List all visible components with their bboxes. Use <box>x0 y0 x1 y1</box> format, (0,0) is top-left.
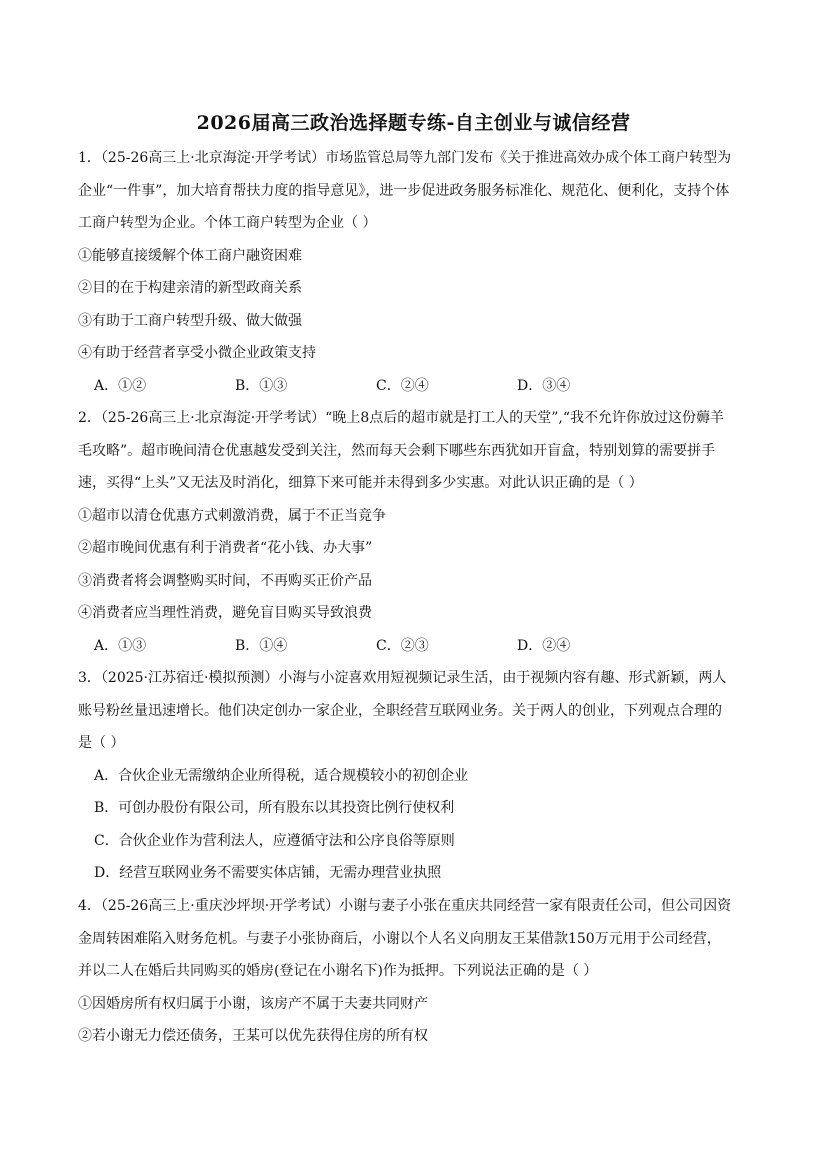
question-3-stem <box>78 662 758 760</box>
question-1-stem <box>78 142 758 240</box>
question-1-line-2: 企业“一件事”，加大培育帮扶力度的指导意见》，进一步促进政务服务标准化、规范化、便利化，支持个体 <box>78 182 730 199</box>
question-2-choice-b[interactable]: B．①④ <box>235 638 288 654</box>
question-2-option-4: ④消费者应当理性消费，避免盲目购买导致浪费 <box>78 605 372 621</box>
question-1-line-3: 工商户转型为企业。个体工商户转型为企业（ ） <box>78 215 377 231</box>
question-1-option-2: ②目的在于构建亲清的新型政商关系 <box>78 280 302 296</box>
question-1-choice-b[interactable]: B．①③ <box>235 378 288 394</box>
question-1-choice-d[interactable]: D．③④ <box>517 378 571 394</box>
question-1-choice-a[interactable]: A．①② <box>94 378 147 394</box>
question-2-choice-a[interactable]: A．①③ <box>94 638 147 654</box>
question-3-line-1: 3．（2025·江苏宿迁·模拟预测）小海与小淀喜欢用短视频记录生活，由于视频内容有趣、形式新颖，两人 <box>78 670 727 686</box>
question-1-line-1: 1．（25-26高三上·北京海淀·开学考试）市场监管总局等九部门发布《关于推进高效办成个体工商户转型为 <box>78 150 732 166</box>
question-4-line-1: 4．（25-26高三上·重庆沙坪坝·开学考试）小谢与妻子小张在重庆共同经营一家有限责任公司，但公司因资 <box>78 898 732 914</box>
question-3-line-3: 是（ ） <box>78 735 125 751</box>
question-1-option-4: ④有助于经营者享受小微企业政策支持 <box>78 345 316 361</box>
question-2-line-2: 毛攻略”。超市晚间清仓优惠越发受到关注，然而每天会剩下哪些东西犹如开盲盒，特别划算的需要拼手 <box>78 442 716 459</box>
question-2-choice-d[interactable]: D．②④ <box>517 638 571 654</box>
question-1-option-1: ①能够直接缓解个体工商户融资困难 <box>78 248 302 264</box>
question-3-choice-b[interactable]: B．可创办股份有限公司，所有股东以其投资比例行使权利 <box>94 800 455 816</box>
question-1-choice-c[interactable]: C．②④ <box>376 378 429 394</box>
question-1-option-3: ③有助于工商户转型升级、做大做强 <box>78 313 302 329</box>
question-2-stem <box>78 402 758 500</box>
question-2-choice-c[interactable]: C．②③ <box>376 638 429 654</box>
question-3-choice-a[interactable]: A．合伙企业无需缴纳企业所得税，适合规模较小的初创企业 <box>94 768 469 784</box>
question-3-choice-c[interactable]: C．合伙企业作为营利法人，应遵循守法和公序良俗等原则 <box>94 833 455 849</box>
question-2-line-1: 2．（25-26高三上·北京海淀·开学考试）“晚上8点后的超市就是打工人的天堂”,“我不允许你放过这份薅羊 <box>78 410 724 426</box>
question-2-choices <box>94 630 754 663</box>
page-title: 2026届高三政治选择题专练-自主创业与诚信经营 <box>196 112 631 134</box>
question-2-option-3: ③消费者将会调整购买时间，不再购买正价产品 <box>78 573 372 589</box>
question-2-option-1: ①超市以清仓优惠方式刺激消费，属于不正当竞争 <box>78 508 386 524</box>
question-4-line-3: 并以二人在婚后共同购买的婚房(登记在小谢名下)作为抵押。下列说法正确的是（ ） <box>78 963 598 979</box>
question-3-line-2: 账号粉丝量迅速增长。他们决定创办一家企业，全职经营互联网业务。关于两人的创业，下列观点合理的 <box>78 702 722 719</box>
question-4-option-1: ①因婚房所有权归属于小谢，该房产不属于夫妻共同财产 <box>78 996 428 1012</box>
question-2-option-2: ②超市晚间优惠有利于消费者“花小钱、办大事” <box>78 540 373 556</box>
question-4-line-2: 金周转困难陷入财务危机。与妻子小张协商后，小谢以个人名义向朋友王某借款150万元用于公司经营， <box>78 930 721 947</box>
question-4-stem <box>78 890 758 988</box>
question-1-choices <box>94 370 754 403</box>
question-4-option-2: ②若小谢无力偿还债务，王某可以优先获得住房的所有权 <box>78 1028 428 1044</box>
question-2-line-3: 速，买得“上头”又无法及时消化，细算下来可能并未得到多少实惠。对此认识正确的是（ ） <box>78 475 643 491</box>
question-3-choice-d[interactable]: D．经营互联网业务不需要实体店铺，无需办理营业执照 <box>94 865 442 881</box>
